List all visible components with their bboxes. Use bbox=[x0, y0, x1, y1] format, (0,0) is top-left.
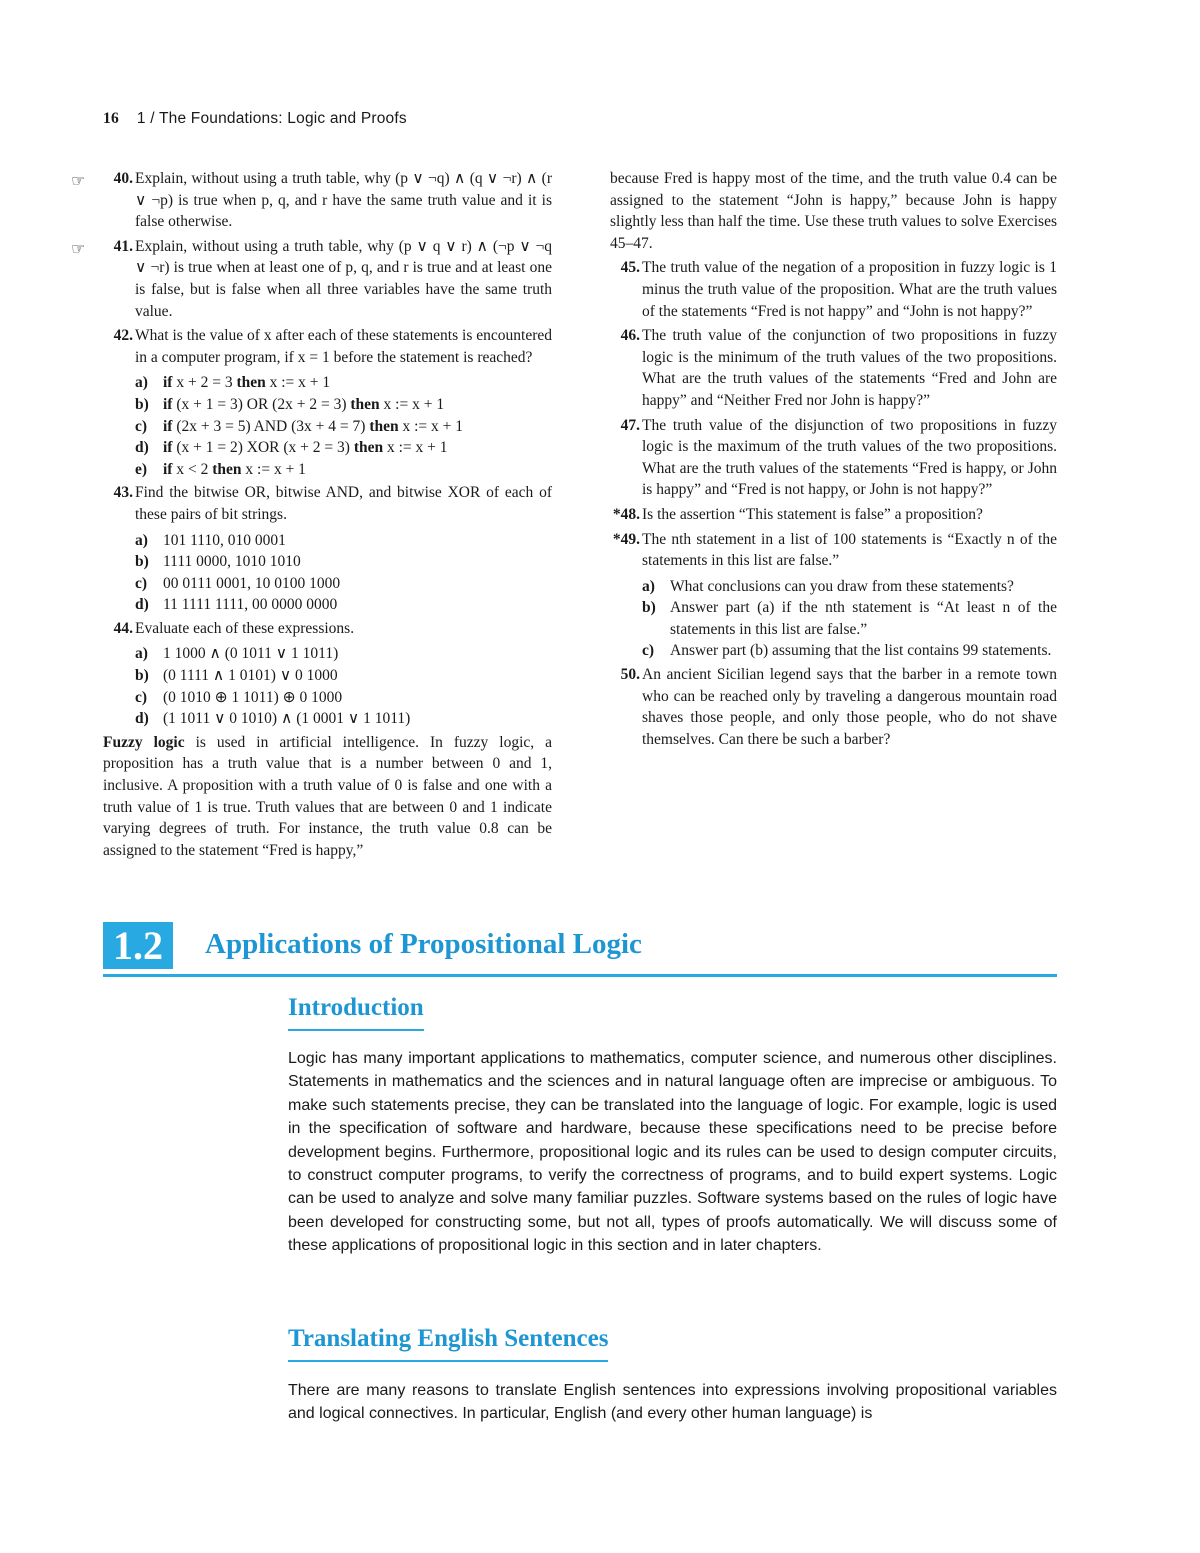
exercise-part bbox=[642, 576, 1057, 598]
fuzzy-logic-term: Fuzzy logic bbox=[103, 733, 185, 751]
part-text: What conclusions can you draw from these statements? bbox=[670, 577, 1014, 595]
part-text: 101 1110, 010 0001 bbox=[163, 531, 286, 549]
part-label: a) bbox=[135, 531, 148, 549]
exercise-text: Explain, without using a truth table, why (p ∨ q ∨ r) ∧ (¬p ∨ ¬q ∨ ¬r) is true when at least one of p, q, and r is true and at least one is false, but is false when all three variables have the same truth value. bbox=[135, 237, 552, 320]
section-title: Applications of Propositional Logic bbox=[205, 928, 642, 960]
exercise-50 bbox=[610, 664, 1057, 750]
part-action: x := x + 1 bbox=[398, 417, 464, 435]
part-action: x := x + 1 bbox=[383, 439, 448, 457]
part-label: a) bbox=[135, 645, 148, 663]
part-text: (0 1010 ⊕ 1 1011) ⊕ 0 1000 bbox=[163, 688, 343, 706]
exercise-part bbox=[135, 530, 552, 552]
translating-heading: Translating English Sentences bbox=[288, 1325, 608, 1362]
exercise-44-parts bbox=[135, 643, 552, 729]
exercise-46 bbox=[610, 325, 1057, 411]
introduction-heading: Introduction bbox=[288, 994, 424, 1031]
fuzzy-logic-paragraph bbox=[103, 732, 552, 862]
exercise-part bbox=[135, 394, 552, 416]
exercise-text: Is the assertion “This statement is false” a proposition? bbox=[642, 505, 983, 523]
part-label: b) bbox=[642, 599, 656, 617]
exercise-text: The truth value of the negation of a proposition in fuzzy logic is 1 minus the truth value of the proposition. What are the truth values of the statements “Fred is not happy” and “John is not happy?” bbox=[642, 259, 1057, 320]
exercise-part bbox=[642, 597, 1057, 640]
translating-paragraph: There are many reasons to translate English sentences into expressions involving propositional variables and logical connectives. In particular, English (and every other human language) is bbox=[288, 1382, 1057, 1423]
exercise-text: Find the bitwise OR, bitwise AND, and bitwise XOR of each of these pairs of bit strings. bbox=[135, 484, 552, 523]
part-label: b) bbox=[135, 667, 149, 685]
exercise-part bbox=[135, 643, 552, 665]
exercise-number: *48. bbox=[612, 505, 640, 523]
part-label: a) bbox=[135, 374, 148, 392]
exercise-49-parts bbox=[642, 576, 1057, 662]
section-number-badge: 1.2 bbox=[103, 922, 173, 969]
left-column bbox=[71, 168, 552, 861]
part-action: x := x + 1 bbox=[241, 460, 306, 478]
part-action: x := x + 1 bbox=[379, 395, 445, 413]
part-label: c) bbox=[642, 642, 655, 660]
part-condition: (2x + 3 = 5) AND (3x + 4 = 7) bbox=[172, 417, 370, 435]
exercise-part bbox=[135, 551, 552, 573]
exercise-part bbox=[135, 687, 552, 709]
exercise-43 bbox=[103, 482, 552, 525]
part-label: d) bbox=[135, 710, 149, 728]
part-text: 11 1111 1111, 00 0000 0000 bbox=[163, 596, 338, 614]
right-column bbox=[610, 168, 1057, 753]
part-action: x := x + 1 bbox=[265, 374, 331, 392]
exercise-part bbox=[135, 708, 552, 730]
exercise-number: 46. bbox=[620, 327, 640, 345]
part-condition: x + 2 = 3 bbox=[172, 374, 237, 392]
exercise-part bbox=[642, 640, 1057, 662]
part-label: e) bbox=[135, 460, 148, 478]
chapter-title: 1 / The Foundations: Logic and Proofs bbox=[136, 110, 407, 127]
part-condition: x < 2 bbox=[172, 460, 213, 478]
exercise-part bbox=[135, 416, 552, 438]
exercise-40 bbox=[71, 168, 552, 233]
exercise-43-parts bbox=[135, 530, 552, 616]
part-label: b) bbox=[135, 553, 149, 571]
exercise-number: *49. bbox=[612, 530, 640, 548]
part-label: b) bbox=[135, 395, 149, 413]
part-condition: (x + 1 = 3) OR (2x + 2 = 3) bbox=[172, 395, 351, 413]
exercise-number: 50. bbox=[620, 666, 640, 684]
exercise-text: The truth value of the conjunction of two propositions in fuzzy logic is the minimum of the truth values of the two propositions. What are the truth values of the statements “Fred and John are happy” and “Neither Fred nor John is happy?” bbox=[642, 327, 1057, 409]
part-label: d) bbox=[135, 439, 149, 457]
part-text: Answer part (a) if the nth statement is “At least n of the statements in this list are false.” bbox=[670, 599, 1057, 638]
keyword-if: if bbox=[163, 417, 173, 435]
part-text: (1 1011 ∨ 0 1010) ∧ (1 0001 ∨ 1 1011) bbox=[163, 710, 411, 728]
part-label: c) bbox=[135, 574, 148, 592]
section-heading bbox=[103, 922, 1057, 977]
exercise-text: What is the value of x after each of these statements is encountered in a computer program, if x = 1 before the statement is reached? bbox=[135, 327, 552, 366]
keyword-if: if bbox=[163, 395, 173, 413]
part-text: 1 1000 ∧ (0 1011 ∨ 1 1011) bbox=[163, 645, 339, 663]
fuzzy-logic-text: is used in artificial intelligence. In fuzzy logic, a proposition has a truth value that is a number between 0 and 1, inclusive. A proposition with a truth value of 0 is false and one with a truth value of 1 is true. Truth values that are between 0 and 1 indicate varying degrees of truth. For instance, the truth value 0.8 can be assigned to the statement “Fred is happy,” bbox=[103, 733, 552, 859]
exercise-number: 41. bbox=[113, 237, 133, 255]
exercise-part bbox=[135, 372, 552, 394]
keyword-if: if bbox=[163, 460, 173, 478]
exercise-41 bbox=[71, 236, 552, 322]
exercise-number: 43. bbox=[113, 484, 133, 502]
exercise-42 bbox=[103, 325, 552, 368]
exercise-part bbox=[135, 459, 552, 481]
part-text: 1111 0000, 1010 1010 bbox=[163, 553, 301, 571]
part-label: a) bbox=[642, 577, 655, 595]
exercise-text: An ancient Sicilian legend says that the barber in a remote town who can be reached only by traveling a dangerous mountain road shaves those people, and only those people, who do not shave themselves. Can there be such a barber? bbox=[642, 666, 1057, 748]
exercise-part bbox=[135, 573, 552, 595]
exercise-text: Explain, without using a truth table, why (p ∨ ¬q) ∧ (q ∨ ¬r) ∧ (r ∨ ¬p) is true when p, q, and r have the same truth value and it is false otherwise. bbox=[135, 170, 552, 231]
exercise-part bbox=[135, 665, 552, 687]
part-text: (0 1111 ∧ 1 0101) ∨ 0 1000 bbox=[163, 667, 338, 685]
keyword-if: if bbox=[163, 439, 173, 457]
exercise-text: The nth statement in a list of 100 statements is “Exactly n of the statements in this list are false.” bbox=[642, 530, 1057, 570]
exercise-text: The truth value of the disjunction of two propositions in fuzzy logic is the maximum of the truth values of the two propositions. What are the truth values of the statements “Fred is happy, or John is happy” and “Fred is not happy, or John is not happy?” bbox=[642, 416, 1057, 499]
exercise-number: 42. bbox=[113, 327, 133, 345]
pointing-hand-icon: ☞ bbox=[71, 238, 86, 258]
part-text: Answer part (b) assuming that the list contains 99 statements. bbox=[670, 642, 1052, 660]
keyword-then: then bbox=[236, 374, 266, 392]
exercise-part bbox=[135, 594, 552, 616]
exercise-42-parts bbox=[135, 372, 552, 480]
exercise-number: 40. bbox=[113, 170, 133, 187]
exercise-number: 45. bbox=[620, 259, 640, 277]
part-condition: (x + 1 = 2) XOR (x + 2 = 3) bbox=[172, 439, 354, 457]
exercise-part bbox=[135, 437, 552, 459]
keyword-then: then bbox=[350, 395, 380, 413]
exercise-number: 47. bbox=[620, 416, 640, 434]
exercise-44 bbox=[103, 618, 552, 640]
part-label: d) bbox=[135, 596, 149, 614]
keyword-then: then bbox=[369, 417, 399, 435]
keyword-then: then bbox=[212, 460, 242, 478]
keyword-then: then bbox=[353, 439, 384, 457]
part-text: 00 0111 0001, 10 0100 1000 bbox=[163, 574, 341, 592]
exercise-48 bbox=[610, 504, 1057, 526]
fuzzy-logic-continued: because Fred is happy most of the time, and the truth value 0.4 can be assigned to the statement “John is happy,” because John is happy slightly less than half the time. Use these truth values to solve Exercises 45–47. bbox=[610, 170, 1057, 252]
introduction-paragraph: Logic has many important applications to mathematics, computer science, and numerous other disciplines. Statements in mathematics and the sciences and in natural language often are imprecise or ambiguous. To make such statements precise, they can be translated into the language of logic. For example, logic is used in the specification of software and hardware, because these specifications need to be precise before development begins. Furthermore, propositional logic and its rules can be used to design computer circuits, to construct computer programs, to verify the correctness of programs, and to build expert systems. Logic can be used to analyze and solve many familiar puzzles. Software systems based on the rules of logic have been developed for constructing some, but not all, types of proofs automatically. We will discuss some of these applications of propositional logic in this section and in later chapters. bbox=[288, 1050, 1057, 1255]
running-head bbox=[103, 110, 407, 128]
part-label: c) bbox=[135, 417, 148, 435]
keyword-if: if bbox=[163, 374, 173, 392]
exercise-49 bbox=[610, 529, 1057, 572]
page-number: 16 bbox=[103, 110, 119, 127]
exercise-47 bbox=[610, 415, 1057, 501]
pointing-hand-icon: ☞ bbox=[71, 171, 86, 190]
exercise-text: Evaluate each of these expressions. bbox=[135, 619, 355, 637]
exercise-number: 44. bbox=[113, 619, 133, 637]
part-label: c) bbox=[135, 688, 148, 706]
exercise-45 bbox=[610, 257, 1057, 322]
